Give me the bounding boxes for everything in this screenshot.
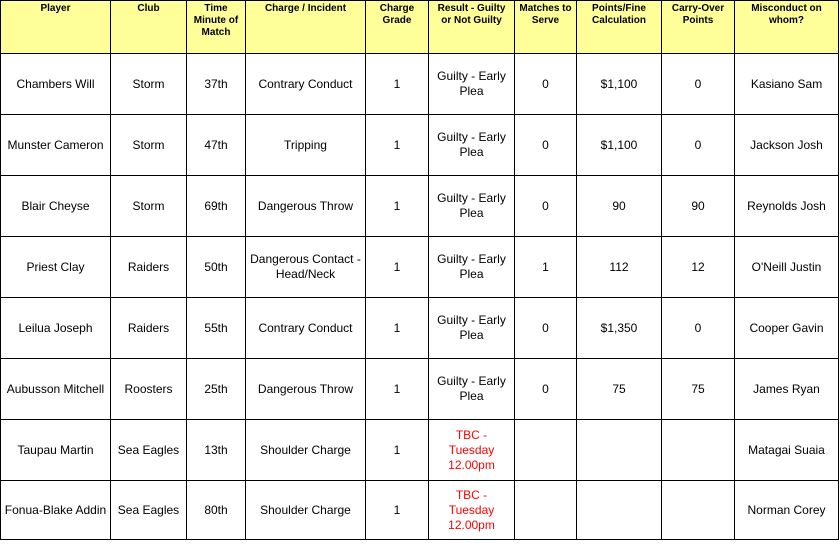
charge-cell: Dangerous Throw xyxy=(246,176,366,237)
header-carry-over: Carry-Over Points xyxy=(662,1,735,54)
result-cell-pending: TBC - Tuesday 12.00pm xyxy=(429,481,515,540)
carry-over-cell: 12 xyxy=(662,237,735,298)
club-cell: Storm xyxy=(111,54,187,115)
points-cell: 75 xyxy=(577,359,662,420)
grade-cell: 1 xyxy=(366,420,429,481)
carry-over-cell xyxy=(662,481,735,540)
header-charge: Charge / Incident xyxy=(246,1,366,54)
grade-cell: 1 xyxy=(366,237,429,298)
club-cell: Storm xyxy=(111,176,187,237)
table-row xyxy=(1,359,839,420)
matches-cell: 0 xyxy=(515,115,577,176)
charge-cell: Shoulder Charge xyxy=(246,481,366,540)
club-cell: Sea Eagles xyxy=(111,420,187,481)
points-cell: $1,100 xyxy=(577,115,662,176)
result-cell: Guilty - Early Plea xyxy=(429,54,515,115)
carry-over-cell xyxy=(662,420,735,481)
matches-cell xyxy=(515,420,577,481)
matches-cell: 1 xyxy=(515,237,577,298)
table-row xyxy=(1,481,839,540)
player-cell: Aubusson Mitchell xyxy=(1,359,111,420)
result-cell-pending: TBC - Tuesday 12.00pm xyxy=(429,420,515,481)
header-club: Club xyxy=(111,1,187,54)
time-cell: 50th xyxy=(187,237,246,298)
carry-over-cell: 90 xyxy=(662,176,735,237)
points-cell: 90 xyxy=(577,176,662,237)
grade-cell: 1 xyxy=(366,298,429,359)
points-cell xyxy=(577,420,662,481)
header-misconduct: Misconduct on whom? xyxy=(735,1,839,54)
matches-cell: 0 xyxy=(515,176,577,237)
player-cell: Priest Clay xyxy=(1,237,111,298)
grade-cell: 1 xyxy=(366,359,429,420)
player-cell: Blair Cheyse xyxy=(1,176,111,237)
header-player: Player xyxy=(1,1,111,54)
carry-over-cell: 0 xyxy=(662,115,735,176)
misconduct-cell: O'Neill Justin xyxy=(735,237,839,298)
table-row xyxy=(1,176,839,237)
result-cell: Guilty - Early Plea xyxy=(429,115,515,176)
misconduct-cell: Jackson Josh xyxy=(735,115,839,176)
table-row xyxy=(1,237,839,298)
time-cell: 55th xyxy=(187,298,246,359)
carry-over-cell: 0 xyxy=(662,298,735,359)
misconduct-cell: Reynolds Josh xyxy=(735,176,839,237)
points-cell: $1,100 xyxy=(577,54,662,115)
player-cell: Munster Cameron xyxy=(1,115,111,176)
header-points: Points/Fine Calculation xyxy=(577,1,662,54)
club-cell: Raiders xyxy=(111,298,187,359)
carry-over-cell: 75 xyxy=(662,359,735,420)
charge-cell: Tripping xyxy=(246,115,366,176)
club-cell: Roosters xyxy=(111,359,187,420)
player-cell: Chambers Will xyxy=(1,54,111,115)
matches-cell: 0 xyxy=(515,298,577,359)
header-result: Result - Guilty or Not Guilty xyxy=(429,1,515,54)
table-row xyxy=(1,298,839,359)
table-row xyxy=(1,420,839,481)
time-cell: 69th xyxy=(187,176,246,237)
misconduct-cell: James Ryan xyxy=(735,359,839,420)
club-cell: Raiders xyxy=(111,237,187,298)
charge-cell: Contrary Conduct xyxy=(246,54,366,115)
time-cell: 37th xyxy=(187,54,246,115)
result-cell: Guilty - Early Plea xyxy=(429,237,515,298)
grade-cell: 1 xyxy=(366,481,429,540)
header-matches: Matches to Serve xyxy=(515,1,577,54)
time-cell: 47th xyxy=(187,115,246,176)
charge-cell: Contrary Conduct xyxy=(246,298,366,359)
charge-cell: Dangerous Contact - Head/Neck xyxy=(246,237,366,298)
misconduct-cell: Matagai Suaia xyxy=(735,420,839,481)
misconduct-cell: Cooper Gavin xyxy=(735,298,839,359)
header-grade: Charge Grade xyxy=(366,1,429,54)
time-cell: 80th xyxy=(187,481,246,540)
misconduct-cell: Kasiano Sam xyxy=(735,54,839,115)
header-row xyxy=(1,1,839,54)
matches-cell: 0 xyxy=(515,359,577,420)
carry-over-cell: 0 xyxy=(662,54,735,115)
result-cell: Guilty - Early Plea xyxy=(429,298,515,359)
grade-cell: 1 xyxy=(366,115,429,176)
time-cell: 25th xyxy=(187,359,246,420)
player-cell: Taupau Martin xyxy=(1,420,111,481)
time-cell: 13th xyxy=(187,420,246,481)
result-cell: Guilty - Early Plea xyxy=(429,176,515,237)
points-cell: 112 xyxy=(577,237,662,298)
player-cell: Fonua-Blake Addin xyxy=(1,481,111,540)
table-row xyxy=(1,54,839,115)
points-cell xyxy=(577,481,662,540)
club-cell: Sea Eagles xyxy=(111,481,187,540)
player-cell: Leilua Joseph xyxy=(1,298,111,359)
grade-cell: 1 xyxy=(366,176,429,237)
points-cell: $1,350 xyxy=(577,298,662,359)
result-cell: Guilty - Early Plea xyxy=(429,359,515,420)
charge-cell: Dangerous Throw xyxy=(246,359,366,420)
club-cell: Storm xyxy=(111,115,187,176)
grade-cell: 1 xyxy=(366,54,429,115)
matches-cell xyxy=(515,481,577,540)
matches-cell: 0 xyxy=(515,54,577,115)
charge-cell: Shoulder Charge xyxy=(246,420,366,481)
misconduct-cell: Norman Corey xyxy=(735,481,839,540)
header-time: Time Minute of Match xyxy=(187,1,246,54)
table-row xyxy=(1,115,839,176)
